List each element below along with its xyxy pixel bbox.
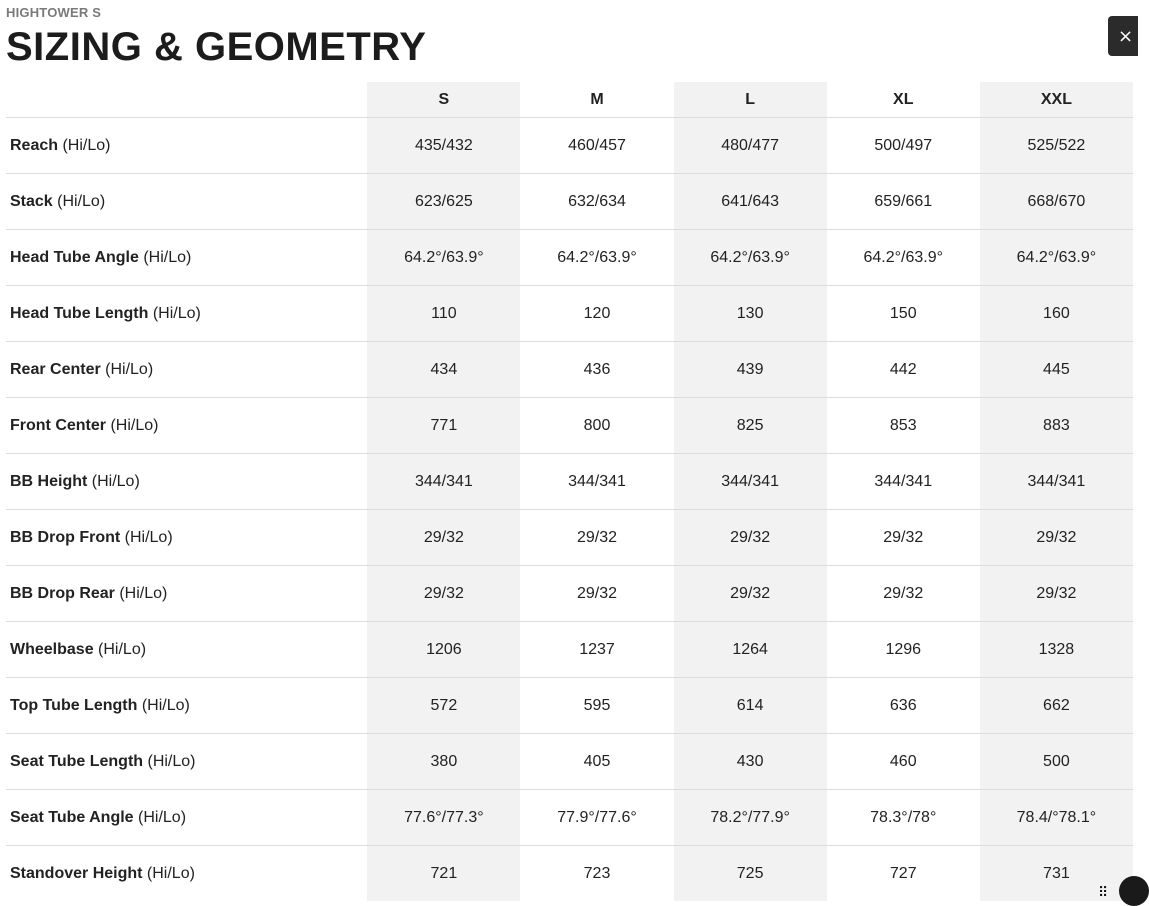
value-cell: 727 xyxy=(889,864,917,882)
value-cell: 434 xyxy=(367,342,520,398)
value-cell: 29/32 xyxy=(520,510,673,566)
table-row xyxy=(6,230,1133,286)
row-label-name: BB Drop Rear xyxy=(10,584,115,602)
value-cell: 29/32 xyxy=(980,510,1133,566)
value-cell: 632/634 xyxy=(520,174,673,230)
chat-widget-icon[interactable] xyxy=(1119,876,1149,906)
value-cell: 344/341 xyxy=(520,454,673,510)
row-label xyxy=(6,230,367,286)
row-label xyxy=(6,678,367,734)
value-cell: 77.6°/77.3° xyxy=(367,790,520,846)
value-cell: 460/457 xyxy=(520,118,673,174)
value-cell: 380 xyxy=(367,734,520,790)
row-label xyxy=(6,286,367,342)
size-header-l: L xyxy=(674,82,827,118)
row-label-name: Standover Height xyxy=(10,864,143,882)
value-cell: 64.2°/63.9° xyxy=(520,230,673,286)
table-row xyxy=(6,286,1133,342)
size-header-xl: XL xyxy=(827,82,980,118)
value-cell: 771 xyxy=(367,398,520,454)
value-cell: 800 xyxy=(520,398,673,454)
row-label-suffix: (Hi/Lo) xyxy=(142,864,195,882)
table-row xyxy=(6,678,1133,734)
value-cell: 344/341 xyxy=(980,454,1133,510)
row-label xyxy=(6,454,367,510)
table-row xyxy=(6,174,1133,230)
value-cell: 29/32 xyxy=(520,566,673,622)
row-label-name: BB Drop Front xyxy=(10,528,121,546)
value-cell: 1328 xyxy=(980,622,1133,678)
value-cell: 731 xyxy=(980,846,1133,902)
value-cell: 641/643 xyxy=(674,174,827,230)
row-label-suffix: (Hi/Lo) xyxy=(100,360,154,378)
row-label-name: Wheelbase xyxy=(10,640,94,658)
row-label-name: Head Tube Length xyxy=(10,304,149,322)
value-cell: 78.4/°78.1° xyxy=(980,790,1133,846)
value-cell: 445 xyxy=(980,342,1133,398)
value-cell: 636 xyxy=(827,678,980,734)
value-cell: 500/497 xyxy=(827,118,980,174)
row-label-suffix: (Hi/Lo) xyxy=(106,416,159,434)
table-row xyxy=(6,790,1133,846)
value-cell: 1237 xyxy=(520,622,673,678)
value-cell: 436 xyxy=(520,342,673,398)
row-label-name: Top Tube Length xyxy=(10,696,138,714)
row-label xyxy=(6,398,367,454)
value-cell: 64.2°/63.9° xyxy=(827,230,980,286)
value-cell: 78.3°/78° xyxy=(827,790,980,846)
row-label-name: Rear Center xyxy=(10,360,101,378)
row-label xyxy=(6,790,367,846)
table-row xyxy=(6,510,1133,566)
value-cell: 623/625 xyxy=(367,174,520,230)
header-label-cell xyxy=(6,82,367,118)
value-cell: 614 xyxy=(674,678,827,734)
value-cell: 29/32 xyxy=(674,510,827,566)
row-label-name: Seat Tube Length xyxy=(10,752,144,770)
value-cell: 430 xyxy=(674,734,827,790)
row-label xyxy=(6,174,367,230)
row-label-name: Seat Tube Angle xyxy=(10,808,134,826)
value-cell: 344/341 xyxy=(674,454,827,510)
table-row xyxy=(6,398,1133,454)
grip-dots-icon[interactable]: ⠿ xyxy=(1098,885,1109,901)
value-cell: 130 xyxy=(674,286,827,342)
row-label xyxy=(6,118,367,174)
value-cell: 725 xyxy=(674,846,827,902)
value-cell: 659/661 xyxy=(827,174,980,230)
value-cell: 29/32 xyxy=(827,566,980,622)
size-header-xxl: XXL xyxy=(980,82,1133,118)
value-cell: 460 xyxy=(827,734,980,790)
value-cell: 721 xyxy=(367,846,520,902)
row-label-suffix: (Hi/Lo) xyxy=(114,584,168,602)
row-label xyxy=(6,846,367,902)
row-label-name: Reach xyxy=(10,136,59,154)
size-header-row xyxy=(6,82,1133,118)
product-name: HIGHTOWER S xyxy=(6,5,102,20)
row-label-suffix: (Hi/Lo) xyxy=(87,472,140,490)
value-cell: 500 xyxy=(980,734,1133,790)
value-cell: 442 xyxy=(827,342,980,398)
size-header-m: M xyxy=(520,82,673,118)
value-cell: 77.9°/77.6° xyxy=(520,790,673,846)
close-icon: × xyxy=(1118,25,1134,47)
row-label xyxy=(6,342,367,398)
value-cell: 344/341 xyxy=(827,454,980,510)
value-cell: 29/32 xyxy=(980,566,1133,622)
close-button[interactable] xyxy=(1108,16,1138,56)
value-cell: 883 xyxy=(980,398,1133,454)
value-cell: 344/341 xyxy=(367,454,520,510)
geometry-table xyxy=(6,82,1133,901)
value-cell: 668/670 xyxy=(980,174,1133,230)
row-label xyxy=(6,510,367,566)
value-cell: 160 xyxy=(980,286,1133,342)
value-cell: 723 xyxy=(583,864,611,882)
value-cell: 439 xyxy=(674,342,827,398)
value-cell: 120 xyxy=(520,286,673,342)
table-row xyxy=(6,342,1133,398)
value-cell: 64.2°/63.9° xyxy=(367,230,520,286)
value-cell: 1264 xyxy=(674,622,827,678)
row-label-name: Head Tube Angle xyxy=(10,248,139,266)
value-cell: 1206 xyxy=(367,622,520,678)
value-cell: 1296 xyxy=(827,622,980,678)
row-label-name: Front Center xyxy=(10,416,106,434)
value-cell: 64.2°/63.9° xyxy=(674,230,827,286)
table-row xyxy=(6,622,1133,678)
value-cell: 29/32 xyxy=(674,566,827,622)
table-row xyxy=(6,118,1133,174)
value-cell: 595 xyxy=(520,678,673,734)
value-cell: 825 xyxy=(674,398,827,454)
value-cell: 435/432 xyxy=(367,118,520,174)
value-cell: 29/32 xyxy=(367,566,520,622)
value-cell: 853 xyxy=(827,398,980,454)
table-row xyxy=(6,846,1133,902)
table-row xyxy=(6,734,1133,790)
row-label-suffix: (Hi/Lo) xyxy=(148,304,201,322)
size-header-s: S xyxy=(367,82,520,118)
row-label-name: Stack xyxy=(10,192,53,210)
row-label-suffix: (Hi/Lo) xyxy=(143,752,196,770)
row-label-name: BB Height xyxy=(10,472,88,490)
page-title: SIZING & GEOMETRY xyxy=(6,25,427,69)
value-cell: 662 xyxy=(980,678,1133,734)
value-cell: 29/32 xyxy=(367,510,520,566)
value-cell: 29/32 xyxy=(827,510,980,566)
table-row xyxy=(6,566,1133,622)
value-cell: 405 xyxy=(520,734,673,790)
row-label-suffix: (Hi/Lo) xyxy=(133,808,187,826)
row-label-suffix: (Hi/Lo) xyxy=(52,192,106,210)
row-label-suffix: (Hi/Lo) xyxy=(93,640,147,658)
row-label-suffix: (Hi/Lo) xyxy=(138,248,192,266)
value-cell: 572 xyxy=(367,678,520,734)
value-cell: 150 xyxy=(827,286,980,342)
row-label-suffix: (Hi/Lo) xyxy=(58,136,111,154)
row-label xyxy=(6,566,367,622)
row-label-suffix: (Hi/Lo) xyxy=(120,528,173,546)
value-cell: 64.2°/63.9° xyxy=(980,230,1133,286)
row-label-suffix: (Hi/Lo) xyxy=(137,696,190,714)
value-cell: 480/477 xyxy=(674,118,827,174)
table-row xyxy=(6,454,1133,510)
value-cell: 525/522 xyxy=(980,118,1133,174)
row-label xyxy=(6,734,367,790)
value-cell: 78.2°/77.9° xyxy=(674,790,827,846)
value-cell: 110 xyxy=(367,286,520,342)
row-label xyxy=(6,622,367,678)
